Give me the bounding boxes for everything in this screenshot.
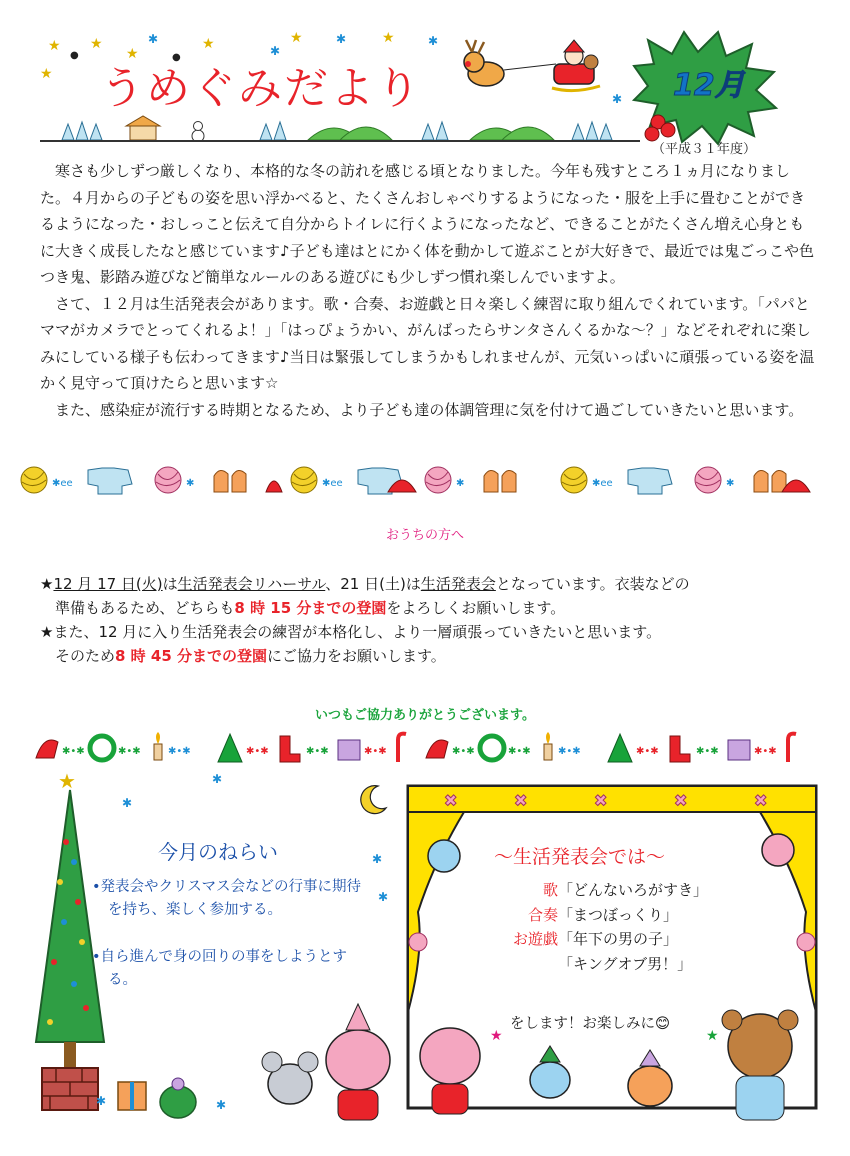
monthly-goal-title: 今月のねらい <box>158 840 278 864</box>
svg-text:★: ★ <box>58 772 76 793</box>
intro-text <box>40 158 815 423</box>
svg-text:✱•✱: ✱•✱ <box>246 746 269 757</box>
svg-text:✱: ✱ <box>186 478 195 489</box>
recital-title: ～生活発表会では～ <box>494 846 666 868</box>
notice-block <box>40 572 830 668</box>
program-row: 歌 「どんないろがすき」 <box>542 881 709 899</box>
program-row: お遊戯 「年下の男の子」 <box>512 930 679 948</box>
recital-program <box>470 878 770 976</box>
fiscal-year-label: （平成３１年度） <box>652 142 757 157</box>
notice-item-1-line-1: ★12 月 17 日(火)は生活発表会リハーサル、21 日(土)は生活発表会となっています。衣装などの <box>40 575 690 593</box>
svg-text:✱•✱: ✱•✱ <box>168 746 191 757</box>
crescent-moon-icon <box>354 782 390 818</box>
christmas-divider <box>18 728 833 768</box>
program-row: 「キングオブ男！」 <box>558 954 693 973</box>
yarn-divider <box>18 460 833 500</box>
goal-item: •自ら進んで身の回りの事をしようとする。 <box>92 949 348 988</box>
svg-text:✖: ✖ <box>444 791 458 810</box>
notice-item-2-line-2: そのため8 時 45 分までの登園にご協力をお願いします。 <box>55 647 446 665</box>
svg-text:✖: ✖ <box>514 791 528 810</box>
svg-text:✖: ✖ <box>674 791 688 810</box>
notice-heading: おうちの方へ <box>385 528 464 543</box>
reindeer-sleigh-illustration <box>456 34 606 98</box>
intro-paragraph-1: 寒さも少しずつ厳しくなり、本格的な冬の訪れを感じる頃となりました。今年も残すところ１ヵ月になりました。４月からの子どもの姿を思い浮かべると、たくさんおしゃべりするようになった・服を上手に畳むことができるようになった・おしっこと伝えて自分からトイレに行くようになったなど、できることがたくさん増え心身ともに大きく成長したなと感じています♪子ども達はとにかく体を動かして遊ぶことが大好きで、最近では鬼ごっこや色つき鬼、影踏み遊びなど簡単なルールのある遊びにも少しずつ慣れ楽しんでいますよ。 <box>40 162 814 286</box>
newsletter-title: うめぐみだより <box>100 63 422 114</box>
svg-text:✱•✱: ✱•✱ <box>364 746 387 757</box>
header-rule <box>40 140 640 142</box>
notice-item-1-line-2: 準備もあるため、どちらも8 時 15 分までの登園をよろしくお願いします。 <box>55 599 566 617</box>
svg-text:✖: ✖ <box>594 791 608 810</box>
svg-text:✱ee: ✱ee <box>52 478 73 489</box>
svg-text:★: ★ <box>490 1028 503 1044</box>
svg-text:★: ★ <box>706 1028 719 1044</box>
goal-item: •発表会やクリスマス会などの行事に期待を持ち、楽しく参加する。 <box>92 879 361 918</box>
notice-item-2-line-1: ★また、12 月に入り生活発表会の練習が本格化し、より一層頑張っていきたいと思います。 <box>40 623 662 641</box>
svg-text:✖: ✖ <box>754 791 768 810</box>
intro-paragraph-2: さて、１２月は生活発表会があります。歌・合奏、お遊戯と日々楽しく練習に取り組んでくれています。「パパとママがカメラでとってくれるよ！」「はっぴょうかい、がんばったらサンタさんくるかな～？」などそれぞれに楽しみにしている様子も伝わってきます♪当日は緊張してしまうかもしれませんが、元気いっぱいに頑張っている姿を温かく見守って頂けたらと思います☆ <box>40 294 815 392</box>
presents-illustration <box>112 1066 202 1122</box>
winter-scenery-strip <box>50 112 640 142</box>
month-label: 12月 <box>673 68 745 103</box>
intro-paragraph-3: また、感染症が流行する時期となるため、より子ども達の体調管理に気を付けて過ごしていきたいと思います。 <box>55 400 804 419</box>
svg-text:✱•✱: ✱•✱ <box>306 746 329 757</box>
program-row: 合奏 「まつぼっくり」 <box>527 905 679 924</box>
monthly-goal-list <box>92 876 372 1016</box>
svg-text:✱•✱: ✱•✱ <box>62 746 85 757</box>
thanks-message: いつもご協力ありがとうございます。 <box>315 708 535 723</box>
svg-text:✱•✱: ✱•✱ <box>118 746 141 757</box>
recital-closing: をします！お楽しみに😊 <box>510 1016 671 1032</box>
animal-characters-illustration <box>250 1000 820 1130</box>
